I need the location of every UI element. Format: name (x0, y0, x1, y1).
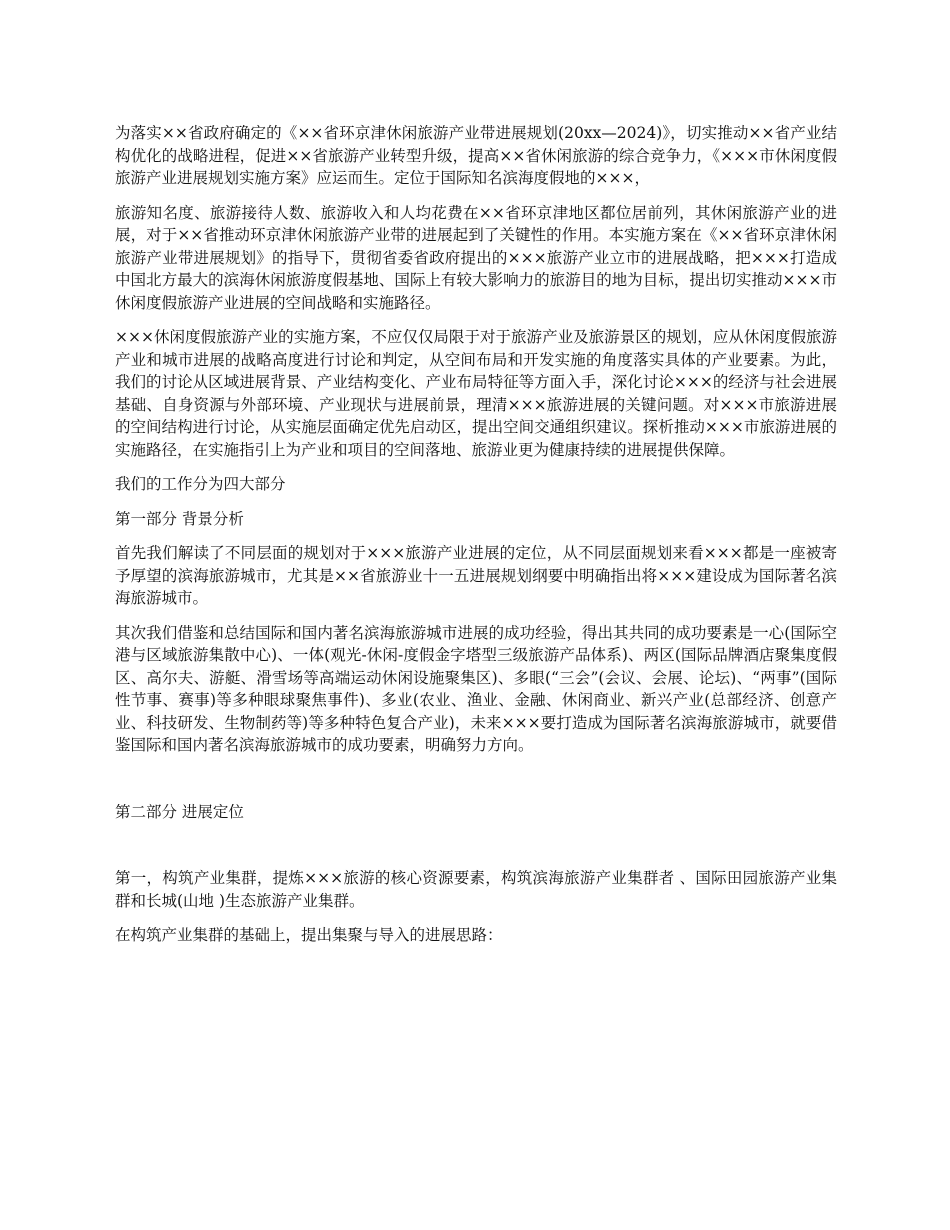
paragraph-planning-review: 首先我们解读了不同层面的规划对于×××旅游产业进展的定位，从不同层面规划来看×××都是一座被寄予厚望的滨海旅游城市，尤其是××省旅游业十一五进展规划纲要中明确指出将×××建设成为国际著名滨海旅游城市。 (115, 544, 837, 607)
paragraph-intro: 为落实××省政府确定的《××省环京津休闲旅游产业带进展规划(20xx—2024)》，切实推动××省产业结构优化的战略进程，促进××省旅游产业转型升级，提高××省休闲旅游的综合竞争力，《×××市休闲度假旅游产业进展规划实施方案》应运而生。定位于国际知名滨海度假地的×××， (115, 124, 837, 187)
paragraph-success-factors: 其次我们借鉴和总结国际和国内著名滨海旅游城市进展的成功经验，得出其共同的成功要素是一心(国际空港与区域旅游集散中心)、一体(观光-休闲-度假金字塔型三级旅游产品体系)、两区(国际品牌酒店聚集度假区、高尔夫、游艇、滑雪场等高端运动休闲设施聚集区)、多眼(“三会”(会议、会展、论坛)、“两事”(国际性节事、赛事)等多种眼球聚焦事件)、多业(农业、渔业、金融、休闲商业、新兴产业(总部经济、创意产业、科技研发、生物制药等)等多种特色复合产业)，未来×××要打造成为国际著名滨海旅游城市，就要借鉴国际和国内著名滨海旅游城市的成功要素，明确努力方向。 (115, 623, 837, 754)
paragraph-work-parts: 我们的工作分为四大部分 (115, 475, 286, 493)
paragraph-development-idea: 在构筑产业集群的基础上，提出集聚与导入的进展思路： (115, 926, 503, 944)
section-heading-part-two: 第二部分 进展定位 (115, 802, 244, 821)
paragraph-plan-approach: ×××休闲度假旅游产业的实施方案，不应仅仅局限于对于旅游产业及旅游景区的规划，应从休闲度假旅游产业和城市进展的战略高度进行讨论和判定，从空间布局和开发实施的角度落实具体的产业要素。为此，我们的讨论从区域进展背景、产业结构变化、产业布局特征等方面入手，深化讨论×××的经济与社会进展基础、自身资源与外部环境、产业现状与进展前景，理清×××旅游进展的关键问题。对×××市旅游进展的空间结构进行讨论，从实施层面确定优先启动区，提出空间交通组织建议。探析推动×××市旅游进展的实施路径，在实施指引上为产业和项目的空间落地、旅游业更为健康持续的进展提供保障。 (115, 328, 837, 459)
section-heading-part-one: 第一部分 背景分析 (115, 509, 244, 528)
document-body (115, 122, 837, 959)
paragraph-tourism-status: 旅游知名度、旅游接待人数、旅游收入和人均花费在××省环京津地区都位居前列，其休闲旅游产业的进展，对于××省推动环京津休闲旅游产业带的进展起到了关键性的作用。本实施方案在《××省环京津休闲旅游产业带进展规划》的指导下，贯彻省委省政府提出的×××旅游产业立市的进展战略，把×××打造成中国北方最大的滨海休闲旅游度假基地、国际上有较大影响力的旅游目的地为目标，提出切实推动×××市休闲度假旅游产业进展的空间战略和实施路径。 (115, 203, 837, 312)
paragraph-industry-cluster: 第一，构筑产业集群，提炼×××旅游的核心资源要素，构筑滨海旅游产业集群者 、国际田园旅游产业集群和长城(山地 )生态旅游产业集群。 (115, 869, 837, 910)
